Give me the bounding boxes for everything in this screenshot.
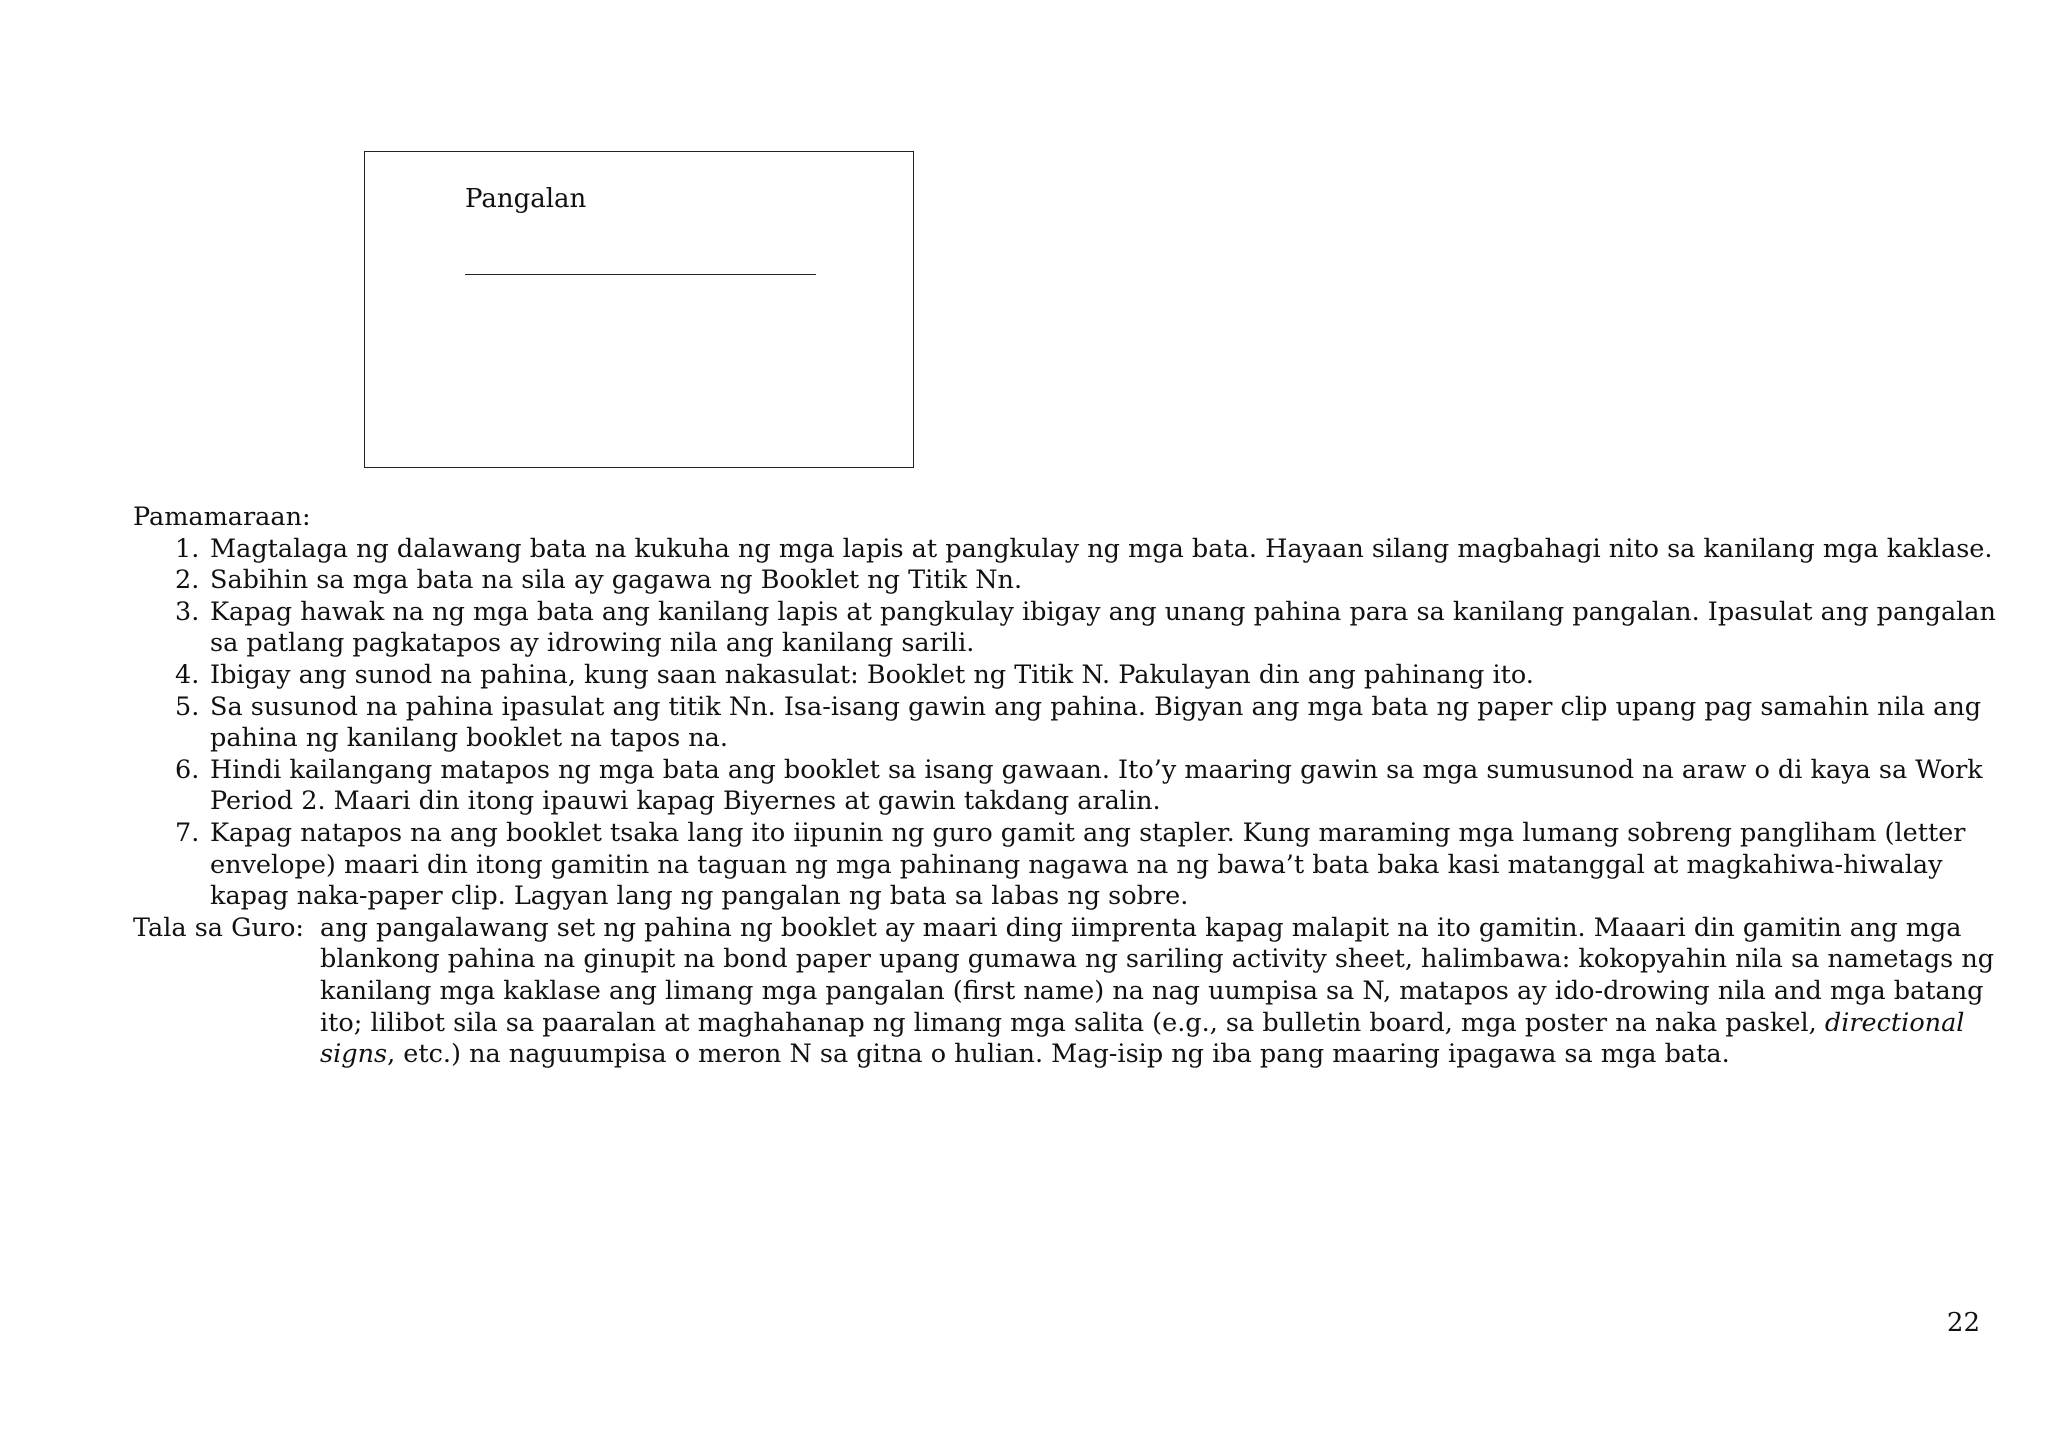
procedure-step [133,597,2003,660]
procedure-steps [133,534,2003,913]
step-text: Sabihin sa mga bata na sila ay gagawa ng Booklet ng Titik Nn. [210,565,1023,596]
name-blank-line [465,274,816,275]
procedure-step [133,565,2003,597]
step-text: Magtalaga ng dalawang bata na kukuha ng mga lapis at pangkulay ng mga bata. Hayaan silang magbahagi nito sa kanilang mga kaklase. [210,533,1993,564]
procedure-step [133,692,2003,755]
step-text: Sa susunod na pahina ipasulat ang titik Nn. Isa-isang gawin ang pahina. Bigyan ang mga bata ng paper clip upang pag samahin nila ang pahina ng kanilang booklet na tapos na. [210,691,1982,754]
teacher-note [133,913,2003,1071]
step-number: 5. [175,691,200,722]
procedure-heading: Pamamaraan: [133,502,311,532]
step-text: Kapag natapos na ang booklet tsaka lang ito iipunin ng guro gamit ang stapler. Kung maraming mga lumang sobreng pangliham (letter envelope) maari din itong gamitin na taguan ng mga pahinang nagawa na ng bawa’t bata baka kasi matanggal at magkahiwa-hiwalay kapag naka-paper clip. Lagyan lang ng pangalan ng bata sa labas ng sobre. [210,817,1966,912]
step-text: Ibigay ang sunod na pahina, kung saan nakasulat: Booklet ng Titik N. Pakulayan din ang pahinang ito. [210,659,1534,690]
page-number: 22 [1946,1308,1980,1338]
step-number: 6. [175,754,200,785]
name-card [364,151,914,468]
step-text: Hindi kailangang matapos ng mga bata ang booklet sa isang gawaan. Ito’y maaring gawin sa mga sumusunod na araw o di kaya sa Work Period 2. Maari din itong ipauwi kapag Biyernes at gawin takdang aralin. [210,754,1983,817]
step-number: 2. [175,565,200,596]
procedure-step [133,534,2003,566]
teacher-note-text-end: , etc.) na naguumpisa o meron N sa gitna o hulian. Mag-isip ng iba pang maaring ipagawa sa mga bata. [387,1039,1730,1070]
step-number: 3. [175,596,200,627]
step-number: 1. [175,533,200,564]
step-number: 7. [175,817,200,848]
name-label: Pangalan [465,184,587,214]
step-text: Kapag hawak na ng mga bata ang kanilang lapis at pangkulay ibigay ang unang pahina para sa kanilang pangalan. Ipasulat ang pangalan sa patlang pagkatapos ay idrowing nila ang kanilang sarili. [210,596,1996,659]
teacher-note-italic: directional signs [320,1007,1965,1070]
procedure-step [133,660,2003,692]
teacher-note-label: Tala sa Guro: [133,912,305,943]
teacher-note-text: ang pangalawang set ng pahina ng booklet ay maari ding iimprenta kapag malapit na ito gamitin. Maaari din gamitin ang mga blankong pahina na ginupit na bond paper upang gumawa ng sariling activity sheet, halimbawa: kokopyahin nila sa nametags ng kanilang mga kaklase ang limang mga pangalan (first name) na nag uumpisa sa N, matapos ay ido-drowing nila and mga batang ito; lilibot sila sa paaralan at maghahanap ng limang mga salita (e.g., sa bulletin board, mga poster na naka paskel, [320,912,1995,1038]
procedure-step [133,818,2003,913]
main-content [133,502,2003,1071]
step-number: 4. [175,659,200,690]
procedure-step [133,755,2003,818]
